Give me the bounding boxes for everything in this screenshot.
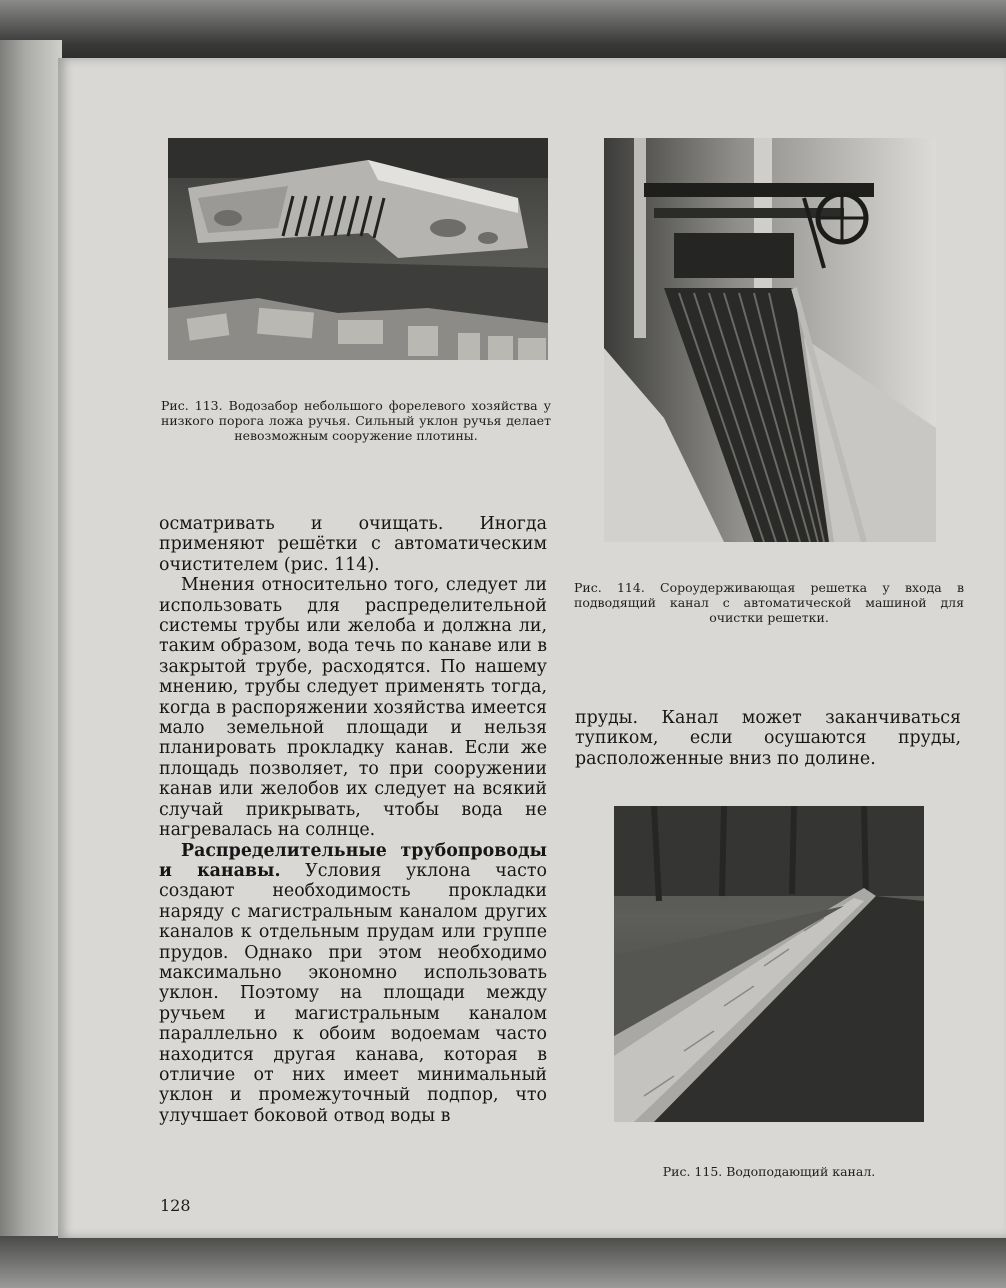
book-spine-edge bbox=[0, 40, 62, 1260]
left-column-text bbox=[159, 514, 547, 1126]
book-page bbox=[58, 58, 1006, 1238]
section-text: Условия уклона часто создают необходимость прокладки наряду с магистральным каналом других каналов к отдельным прудам или группе прудов. Однако при этом необходимо максимально экономно использовать уклон. Поэтому на площади между ручьем и магистральным каналом параллельно к обоим водоемам часто находится другая канава, которая в отличие от них имеет минимальный уклон и промежуточный подпор, что улучшает боковой отвод воды в bbox=[159, 860, 547, 1126]
section-heading: Распределительные трубопроводы и канавы. bbox=[159, 840, 547, 881]
figure-113-photo bbox=[168, 138, 548, 360]
figure-115-photo bbox=[614, 806, 924, 1122]
paragraph-opinions: Мнения относительно того, следует ли использовать для распределительной системы трубы или желоба и должна ли, таким образом, вода течь по канаве или в закрытой трубе, расходятся. По нашему мнению, трубы следует применять тогда, когда в распоряжении хозяйства имеется мало земельной площади и нельзя планировать прокладку канав. Если же площадь позволяет, то при сооружении канав или желобов их следует на всякий случай прикрывать, чтобы вода не нагревалась на солнце. bbox=[159, 575, 547, 841]
figure-114-photo bbox=[604, 138, 936, 542]
scan-bottom-edge bbox=[0, 1236, 1006, 1288]
paragraph-distribution bbox=[159, 841, 547, 1127]
figure-115-caption: Рис. 115. Водоподающий канал. bbox=[662, 1164, 876, 1179]
paragraph-continuation: осматривать и очищать. Иногда применяют решётки с автоматическим очистителем (рис. 114). bbox=[159, 514, 547, 575]
page-number: 128 bbox=[160, 1196, 191, 1215]
figure-113-caption: Рис. 113. Водозабор небольшого форелевого хозяйства у низкого порога ложа ручья. Сильный уклон ручья делает невозможным сооружение плотины. bbox=[161, 398, 551, 443]
figure-114-caption: Рис. 114. Сороудерживающая решетка у входа в подводящий канал с автоматической машиной для очистки решетки. bbox=[574, 580, 964, 625]
scan-top-edge bbox=[0, 0, 1006, 62]
right-column-text: пруды. Канал может заканчиваться тупиком, если осушаются пруды, расположенные вниз по долине. bbox=[575, 708, 961, 769]
